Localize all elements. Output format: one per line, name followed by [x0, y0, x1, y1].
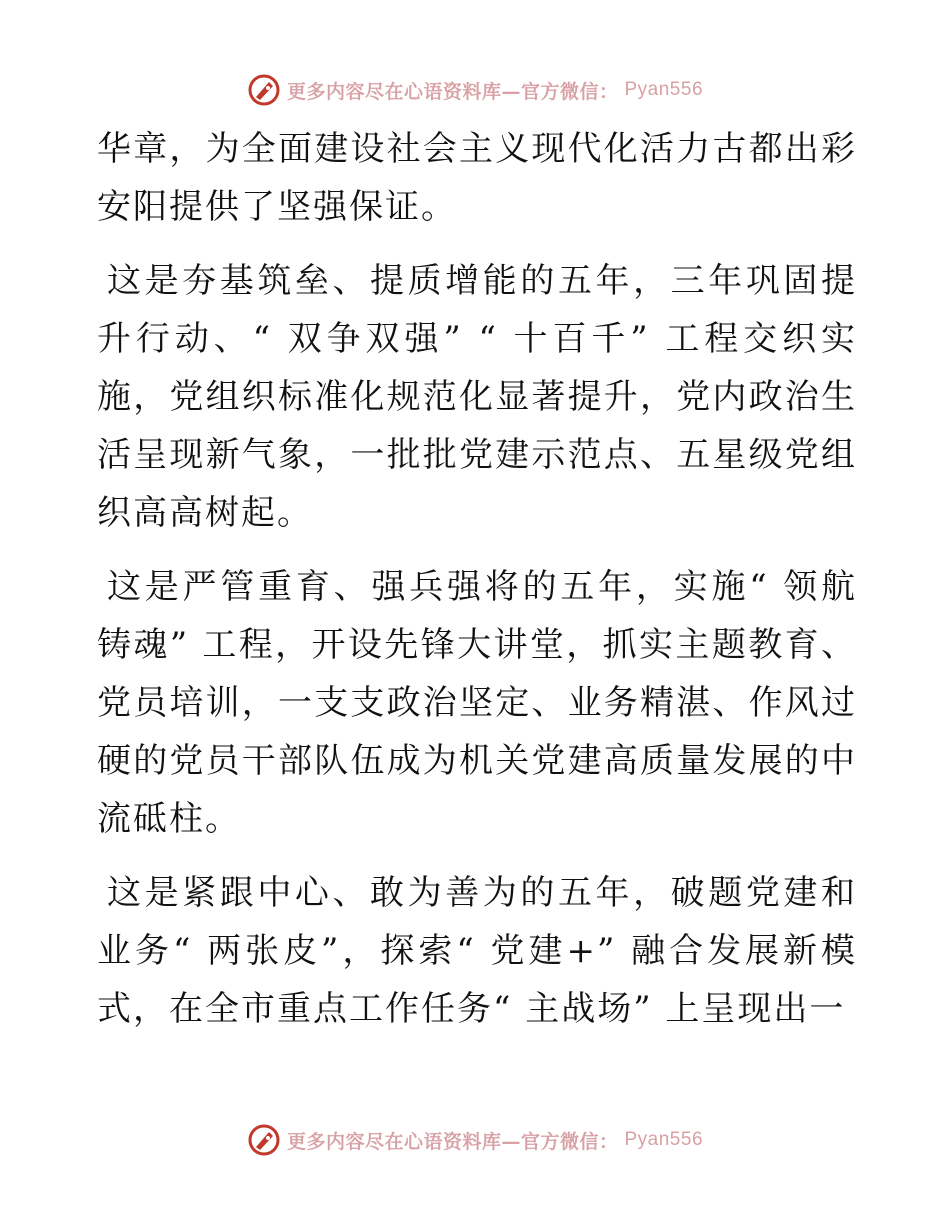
paragraph-1: 华章，为全面建设社会主义现代化活力古都出彩安阳提供了坚强保证。: [97, 129, 857, 227]
pen-nib-circle-icon: [247, 73, 281, 107]
document-body: [97, 120, 857, 1054]
footer-watermark: [0, 1120, 950, 1160]
watermark-wechat-id: Pyan556: [624, 79, 704, 100]
watermark-text: 更多内容尽在心语资料库—官方微信：: [286, 1130, 619, 1153]
watermark-wechat-id: Pyan556: [624, 1129, 704, 1150]
header-watermark: [0, 70, 950, 110]
pen-nib-circle-icon: [247, 1123, 281, 1157]
watermark-text: 更多内容尽在心语资料库—官方微信：: [286, 80, 619, 103]
paragraph-4: 这是紧跟中心、敢为善为的五年，破题党建和业务“ 两张皮”，探索“ 党建+” 融合发展新模式，在全市重点工作任务“ 主战场” 上呈现出一: [97, 873, 857, 1029]
paragraph-3: 这是严管重育、强兵强将的五年，实施“ 领航铸魂” 工程，开设先锋大讲堂，抓实主题教育、党员培训，一支支政治坚定、业务精湛、作风过硬的党员干部队伍成为机关党建高质量发展的中流砥柱。: [97, 567, 857, 839]
paragraph-2: 这是夯基筑垒、提质增能的五年，三年巩固提升行动、“ 双争双强” “ 十百千” 工程交织实施，党组织标准化规范化显著提升，党内政治生活呈现新气象，一批批党建示范点、五星级党组织高高树起。: [97, 261, 857, 533]
